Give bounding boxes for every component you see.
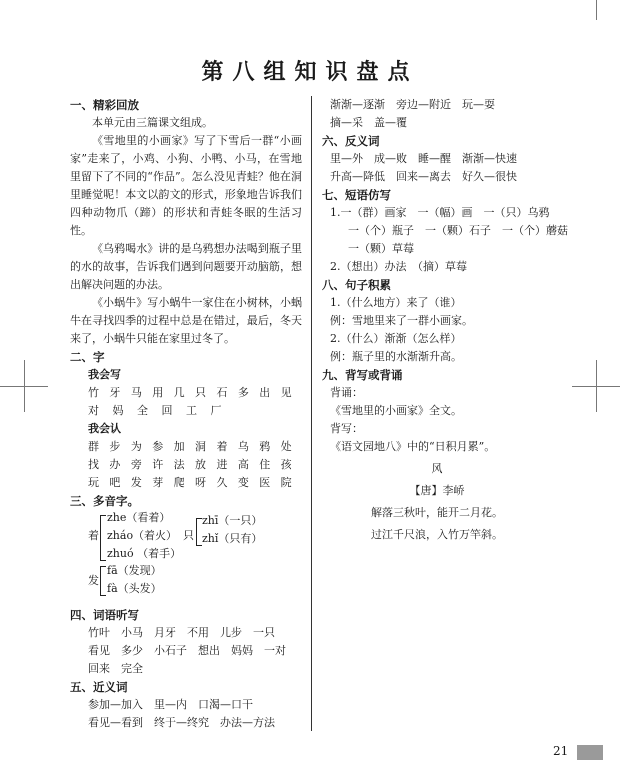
char: 见 — [280, 386, 292, 399]
subheading: 我会写 — [88, 368, 121, 381]
section-heading: 四、词语听写 — [70, 608, 139, 622]
char: 洞 — [195, 440, 207, 453]
word-line: 摘—采 盖—覆 — [330, 116, 407, 129]
char: 高 — [237, 458, 249, 471]
char: 出 — [259, 386, 271, 399]
phrase-line: 1.一（群）画家 一（幅）画 一（只）乌鸦 — [330, 206, 550, 219]
subheading: 我会认 — [88, 422, 121, 435]
reading: zháo（着火） — [107, 529, 178, 542]
page-title: 第八组知识盘点 — [201, 60, 419, 85]
polyphone-group — [70, 564, 302, 600]
paragraph: 本单元由三篇课文组成。 — [92, 116, 213, 129]
char: 回 — [161, 404, 173, 417]
crop-mark — [596, 0, 597, 20]
reading: fā（发现） — [107, 564, 162, 577]
sentence-line: 例：雪地里来了一群小画家。 — [330, 314, 473, 327]
char: 几 — [173, 386, 185, 399]
paragraph: 《小蜗牛》写小蜗牛一家住在小树林，小蜗牛在寻找四季的过程中总是在错过，最后，冬天来了，小蜗牛只能在家里过冬了。 — [70, 296, 302, 345]
char: 群 — [88, 440, 99, 453]
section-heading: 一、精彩回放 — [70, 98, 139, 112]
brace — [100, 566, 106, 596]
char: 放 — [195, 458, 207, 471]
char: 久 — [216, 476, 228, 489]
section-heading: 五、近义词 — [70, 680, 128, 694]
section-heading: 六、反义词 — [322, 134, 380, 148]
sentence-line: 1.（什么地方）来了（谁） — [330, 296, 462, 309]
char: 呀 — [195, 476, 207, 489]
section-heading: 二、字 — [70, 350, 105, 364]
char: 住 — [259, 458, 271, 471]
char: 孩 — [280, 458, 292, 471]
column-divider — [311, 96, 312, 731]
crop-mark — [596, 360, 597, 412]
char: 石 — [216, 386, 228, 399]
char: 多 — [237, 386, 249, 399]
char-row — [70, 456, 302, 474]
char: 厂 — [210, 404, 222, 417]
section-heading: 八、句子积累 — [322, 278, 391, 292]
char-row — [70, 438, 302, 456]
phrase-line: 一（颗）草莓 — [348, 242, 414, 255]
polyphone-group — [70, 512, 302, 558]
char: 办 — [109, 458, 121, 471]
char: 步 — [109, 440, 121, 453]
char-row — [70, 384, 302, 402]
reading: zhī（一只） — [202, 514, 263, 527]
char: 对 — [88, 404, 99, 417]
recite-line: 背写： — [330, 422, 363, 435]
word-line: 里—外 成—败 睡—醒 渐渐—快速 — [330, 152, 517, 165]
char: 爬 — [173, 476, 185, 489]
char: 吧 — [109, 476, 121, 489]
polyphone-char: 着 — [88, 529, 99, 542]
char: 医 — [259, 476, 271, 489]
reading: fà（头发） — [107, 582, 162, 595]
char: 只 — [195, 386, 207, 399]
section-heading: 七、短语仿写 — [322, 188, 391, 202]
section-heading: 九、背写或背诵 — [322, 368, 403, 382]
poem-author: 【唐】李峤 — [409, 484, 465, 497]
word-line: 看见—看到 终于—终究 办法—方法 — [88, 716, 275, 729]
char-row — [70, 474, 302, 492]
poem-line: 解落三秋叶，能开二月花。 — [371, 506, 503, 519]
char: 竹 — [88, 386, 99, 399]
char: 找 — [88, 458, 99, 471]
char: 法 — [173, 458, 185, 471]
char: 旁 — [130, 458, 142, 471]
sentence-line: 例：瓶子里的水渐渐升高。 — [330, 350, 462, 363]
page-number: 21 — [553, 744, 569, 758]
poem-line: 过江千尺浪，入竹万竿斜。 — [371, 528, 503, 541]
word-line: 参加—加入 里—内 口渴—口干 — [88, 698, 253, 711]
phrase-line: 一（个）瓶子 一（颗）石子 一（个）蘑菇 — [348, 224, 568, 237]
paragraph: 《乌鸦喝水》讲的是乌鸦想办法喝到瓶子里的水的故事，告诉我们遇到问题要开动脑筋，想出解决问题的办法。 — [70, 242, 302, 291]
word-line: 竹叶 小马 月牙 不用 儿步 一只 — [88, 626, 275, 639]
poem-title: 风 — [431, 462, 443, 475]
word-line: 升高—降低 回来—离去 好久—很快 — [330, 170, 517, 183]
char: 进 — [216, 458, 228, 471]
phrase-line: 2.（想出）办法 （摘）草莓 — [330, 260, 467, 273]
reading: zhuó （着手） — [107, 547, 182, 560]
char: 为 — [130, 440, 142, 453]
char: 院 — [280, 476, 292, 489]
char: 鸦 — [259, 440, 271, 453]
char: 许 — [152, 458, 164, 471]
char: 乌 — [237, 440, 249, 453]
left-column — [70, 96, 302, 732]
sentence-line: 2.（什么）渐渐（怎么样） — [330, 332, 462, 345]
section-heading: 三、多音字。 — [70, 494, 139, 508]
page-tab — [577, 745, 603, 760]
char: 发 — [130, 476, 142, 489]
paragraph: 《雪地里的小画家》写了下雪后一群“小画家”走来了，小鸡、小狗、小鸭、小马，在雪地里留下了不同的“作品”。怎么没见青蛙？他在洞里睡觉呢！本文以韵文的形式，形象地告诉我们四种动物爪（蹄）的形状和青蛙冬眠的生活习性。 — [70, 134, 302, 237]
word-line: 回来 完全 — [88, 662, 143, 675]
char: 玩 — [88, 476, 99, 489]
brace — [100, 515, 106, 561]
char: 着 — [216, 440, 228, 453]
recite-line: 背诵： — [330, 386, 363, 399]
char: 加 — [173, 440, 185, 453]
word-line: 看见 多少 小石子 想出 妈妈 一对 — [88, 644, 286, 657]
reading: zhe（看着） — [107, 511, 171, 524]
char: 工 — [186, 404, 197, 417]
char: 参 — [152, 440, 164, 453]
reading: zhǐ（只有） — [202, 532, 263, 545]
recite-line: 《雪地里的小画家》全文。 — [330, 404, 462, 417]
word-line: 渐渐—逐渐 旁边—附近 玩—耍 — [330, 98, 495, 111]
char: 处 — [280, 440, 292, 453]
char: 马 — [130, 386, 142, 399]
char: 牙 — [109, 386, 121, 399]
char: 芽 — [152, 476, 164, 489]
crop-mark — [24, 360, 25, 412]
char: 全 — [137, 404, 148, 417]
recite-line: 《语文园地八》中的“日积月累”。 — [330, 440, 496, 453]
polyphone-char: 发 — [88, 574, 99, 587]
char: 用 — [152, 386, 164, 399]
polyphone-char: 只 — [183, 529, 194, 542]
right-column — [322, 96, 568, 544]
char: 变 — [237, 476, 249, 489]
char: 妈 — [112, 404, 124, 417]
char-row — [70, 402, 302, 420]
